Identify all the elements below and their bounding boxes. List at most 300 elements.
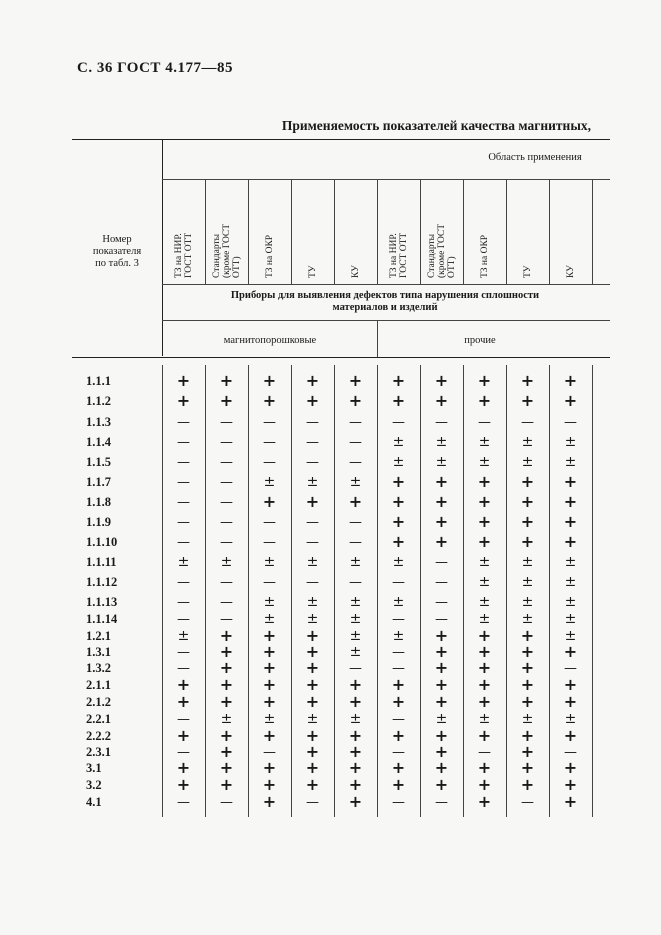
table-cell: —: [306, 795, 319, 810]
row-number: 1.3.2: [86, 661, 111, 675]
table-cell: +: [391, 472, 406, 491]
column-header: Стандарты (кроме ГОСТ ОТТ): [426, 223, 457, 278]
row-number: 1.1.8: [86, 495, 111, 509]
table-cell: +: [262, 726, 277, 745]
body-column-divider: [205, 365, 206, 817]
row-number: 1.1.10: [86, 535, 118, 549]
table-cell: +: [176, 692, 191, 711]
table-cell: —: [220, 575, 233, 590]
table-cell: —: [220, 475, 233, 490]
table-cell: +: [434, 726, 449, 745]
table-cell: ±: [435, 434, 448, 450]
table-cell: +: [434, 692, 449, 711]
body-column-divider: [506, 365, 507, 817]
table-cell: —: [263, 535, 276, 550]
table-cell: —: [263, 435, 276, 450]
table-cell: —: [263, 455, 276, 470]
table-cell: +: [391, 532, 406, 551]
table-cell: +: [434, 758, 449, 777]
table-cell: +: [348, 492, 363, 511]
table-cell: +: [262, 792, 277, 811]
table-cell: +: [305, 371, 320, 390]
table-cell: ±: [564, 434, 577, 450]
table-cell: +: [219, 742, 234, 761]
table-cell: ±: [349, 644, 362, 660]
table-cell: +: [434, 775, 449, 794]
table-cell: ±: [478, 711, 491, 727]
table-cell: —: [349, 575, 362, 590]
table-cell: +: [563, 532, 578, 551]
table-cell: +: [305, 775, 320, 794]
table-cell: —: [263, 575, 276, 590]
table-cell: —: [564, 745, 577, 760]
row-number: 1.1.2: [86, 394, 111, 408]
header-bottom-rule: [72, 357, 610, 358]
table-cell: +: [477, 472, 492, 491]
table-cell: +: [348, 775, 363, 794]
table-cell: —: [263, 515, 276, 530]
table-cell: —: [220, 415, 233, 430]
table-cell: —: [177, 645, 190, 660]
table-cell: ±: [349, 628, 362, 644]
table-cell: +: [563, 512, 578, 531]
table-cell: ±: [349, 711, 362, 727]
table-cell: +: [391, 692, 406, 711]
table-cell: +: [563, 472, 578, 491]
row-number: 1.2.1: [86, 629, 111, 643]
table-cell: —: [177, 745, 190, 760]
table-cell: +: [348, 675, 363, 694]
table-cell: —: [220, 495, 233, 510]
table-cell: +: [477, 658, 492, 677]
table-cell: —: [392, 575, 405, 590]
table-cell: —: [263, 745, 276, 760]
table-cell: —: [435, 795, 448, 810]
body-column-divider: [162, 365, 163, 817]
column-header: КУ: [350, 265, 361, 278]
table-cell: +: [563, 758, 578, 777]
column-header: Стандарты (кроме ГОСТ ОТТ): [211, 223, 242, 278]
column-divider: [592, 179, 593, 284]
table-cell: ±: [564, 454, 577, 470]
table-cell: +: [305, 642, 320, 661]
table-cell: +: [176, 391, 191, 410]
table-cell: —: [220, 595, 233, 610]
table-cell: ±: [263, 594, 276, 610]
table-cell: —: [177, 455, 190, 470]
table-cell: +: [434, 675, 449, 694]
row-number: 2.1.2: [86, 695, 111, 709]
table-cell: ±: [177, 554, 190, 570]
table-cell: +: [477, 792, 492, 811]
table-cell: ±: [521, 594, 534, 610]
table-cell: +: [176, 726, 191, 745]
table-cell: +: [520, 642, 535, 661]
table-cell: ±: [521, 554, 534, 570]
table-cell: ±: [220, 554, 233, 570]
table-cell: +: [305, 692, 320, 711]
table-cell: +: [305, 658, 320, 677]
table-cell: +: [219, 626, 234, 645]
table-cell: +: [391, 726, 406, 745]
table-cell: —: [177, 595, 190, 610]
column-header: ТЗ на ОКР: [479, 234, 490, 278]
body-column-divider: [463, 365, 464, 817]
table-cell: +: [219, 658, 234, 677]
table-cell: +: [434, 512, 449, 531]
table-cell: ±: [306, 594, 319, 610]
table-cell: +: [176, 758, 191, 777]
column-divider: [549, 179, 550, 284]
row-number: 2.2.1: [86, 712, 111, 726]
table-cell: —: [392, 745, 405, 760]
table-cell: +: [477, 626, 492, 645]
row-number: 1.1.9: [86, 515, 111, 529]
table-cell: +: [262, 658, 277, 677]
table-cell: +: [219, 391, 234, 410]
table-cell: +: [305, 726, 320, 745]
table-cell: —: [177, 661, 190, 676]
row-number: 1.3.1: [86, 645, 111, 659]
table-cell: —: [177, 795, 190, 810]
table-cell: +: [434, 472, 449, 491]
column-divider: [248, 179, 249, 284]
table-cell: —: [521, 415, 534, 430]
table-cell: ±: [349, 554, 362, 570]
row-number: 4.1: [86, 795, 102, 809]
table-cell: +: [520, 742, 535, 761]
table-cell: +: [477, 391, 492, 410]
table-cell: +: [391, 775, 406, 794]
area-rule: [162, 179, 610, 180]
table-cell: +: [520, 371, 535, 390]
table-cell: +: [348, 371, 363, 390]
table-cell: ±: [349, 474, 362, 490]
table-cell: ±: [564, 611, 577, 627]
table-cell: +: [305, 742, 320, 761]
table-cell: —: [177, 435, 190, 450]
area-label: Область применения: [488, 152, 582, 163]
table-cell: +: [477, 532, 492, 551]
table-cell: ±: [392, 454, 405, 470]
body-column-divider: [334, 365, 335, 817]
table-cell: +: [434, 532, 449, 551]
table-cell: ±: [220, 711, 233, 727]
header-divider: [162, 139, 163, 356]
table-cell: +: [477, 675, 492, 694]
table-cell: +: [563, 391, 578, 410]
body-column-divider: [377, 365, 378, 817]
table-cell: ±: [349, 594, 362, 610]
table-cell: —: [349, 515, 362, 530]
table-cell: +: [434, 371, 449, 390]
table-cell: ±: [478, 554, 491, 570]
row-number: 3.1: [86, 761, 102, 775]
table-cell: —: [220, 455, 233, 470]
table-cell: +: [305, 492, 320, 511]
table-cell: —: [349, 661, 362, 676]
table-cell: +: [477, 371, 492, 390]
table-cell: +: [520, 675, 535, 694]
table-cell: +: [520, 775, 535, 794]
table-cell: —: [306, 575, 319, 590]
row-number: 1.1.11: [86, 555, 117, 569]
table-cell: +: [477, 692, 492, 711]
table-cell: +: [563, 642, 578, 661]
row-number: 3.2: [86, 778, 102, 792]
row-number: 1.1.14: [86, 612, 118, 626]
row-number: 1.1.7: [86, 475, 111, 489]
table-cell: +: [477, 726, 492, 745]
table-cell: —: [435, 555, 448, 570]
group-rule: [162, 320, 610, 321]
table-cell: +: [219, 775, 234, 794]
table-cell: —: [306, 415, 319, 430]
table-cell: —: [177, 535, 190, 550]
table-cell: +: [563, 792, 578, 811]
table-cell: —: [435, 575, 448, 590]
table-cell: +: [262, 758, 277, 777]
table-cell: +: [348, 726, 363, 745]
table-cell: —: [392, 795, 405, 810]
table-cell: ±: [392, 434, 405, 450]
table-cell: ±: [435, 711, 448, 727]
table-cell: —: [306, 535, 319, 550]
table-cell: +: [305, 758, 320, 777]
table-cell: +: [520, 492, 535, 511]
table-cell: +: [520, 532, 535, 551]
table-cell: —: [392, 712, 405, 727]
table-cell: —: [435, 415, 448, 430]
table-cell: +: [348, 758, 363, 777]
column-divider: [291, 179, 292, 284]
table-cell: +: [262, 675, 277, 694]
device-group-label: Приборы для выявления дефектов типа нарушения сплошности материалов и изделий: [230, 290, 540, 313]
table-cell: —: [435, 595, 448, 610]
table-cell: +: [262, 692, 277, 711]
table-cell: +: [219, 726, 234, 745]
table-cell: ±: [349, 611, 362, 627]
table-cell: —: [349, 415, 362, 430]
table-cell: —: [564, 661, 577, 676]
table-cell: —: [177, 515, 190, 530]
table-cell: ±: [521, 454, 534, 470]
table-cell: —: [220, 795, 233, 810]
row-number: 2.2.2: [86, 729, 111, 743]
row-number: 2.3.1: [86, 745, 111, 759]
table-cell: —: [392, 661, 405, 676]
column-divider: [205, 179, 206, 284]
column-header: ТЗ на ОКР: [264, 234, 275, 278]
table-cell: +: [477, 512, 492, 531]
table-cell: ±: [306, 554, 319, 570]
body-column-divider: [592, 365, 593, 817]
table-cell: +: [434, 742, 449, 761]
table-cell: —: [564, 415, 577, 430]
body-column-divider: [248, 365, 249, 817]
table-cell: —: [349, 455, 362, 470]
body-column-divider: [291, 365, 292, 817]
table-cell: +: [477, 642, 492, 661]
table-cell: +: [219, 642, 234, 661]
table-cell: +: [563, 692, 578, 711]
table-cell: +: [305, 675, 320, 694]
table-cell: +: [434, 626, 449, 645]
table-cell: ±: [478, 434, 491, 450]
column-divider: [420, 179, 421, 284]
table-cell: —: [349, 535, 362, 550]
table-cell: ±: [478, 594, 491, 610]
table-cell: +: [520, 391, 535, 410]
table-cell: +: [219, 675, 234, 694]
table-cell: ±: [306, 711, 319, 727]
table-cell: —: [220, 515, 233, 530]
table-cell: —: [177, 712, 190, 727]
table-cell: ±: [564, 574, 577, 590]
column-divider: [463, 179, 464, 284]
row-number: 1.1.13: [86, 595, 118, 609]
table-cell: —: [177, 612, 190, 627]
columns-rule: [162, 284, 610, 285]
table-cell: +: [348, 692, 363, 711]
table-cell: —: [177, 495, 190, 510]
column-header: ТУ: [522, 265, 533, 278]
table-cell: —: [392, 612, 405, 627]
column-divider: [506, 179, 507, 284]
table-cell: +: [477, 492, 492, 511]
subgroup-divider: [377, 320, 378, 357]
page-header: С. 36 ГОСТ 4.177—85: [77, 60, 233, 76]
table-cell: +: [262, 371, 277, 390]
table-cell: +: [391, 371, 406, 390]
row-number: 1.1.12: [86, 575, 118, 589]
table-cell: ±: [177, 628, 190, 644]
table-cell: +: [262, 391, 277, 410]
table-cell: +: [348, 391, 363, 410]
subgroup-magnetic: магнитопорошковые: [223, 335, 317, 346]
table-cell: +: [219, 692, 234, 711]
table-cell: +: [305, 626, 320, 645]
table-cell: —: [306, 435, 319, 450]
table-cell: +: [563, 726, 578, 745]
row-number: 1.1.5: [86, 455, 111, 469]
body-column-divider: [420, 365, 421, 817]
table-cell: ±: [564, 711, 577, 727]
table-cell: +: [520, 512, 535, 531]
table-cell: ±: [478, 454, 491, 470]
table-cell: —: [349, 435, 362, 450]
table-cell: +: [262, 492, 277, 511]
table-cell: ±: [263, 554, 276, 570]
table-caption: Применяемость показателей качества магнитных,: [281, 118, 591, 133]
column-header: ТЗ на НИР. ГОСТ ОТТ: [388, 232, 409, 278]
table-cell: ±: [306, 611, 319, 627]
table-cell: ±: [263, 611, 276, 627]
table-cell: —: [220, 535, 233, 550]
table-cell: +: [520, 658, 535, 677]
table-cell: +: [219, 758, 234, 777]
table-cell: +: [477, 758, 492, 777]
table-cell: +: [434, 642, 449, 661]
table-cell: —: [478, 415, 491, 430]
table-cell: +: [262, 775, 277, 794]
table-cell: +: [477, 775, 492, 794]
table-cell: —: [177, 475, 190, 490]
table-cell: +: [176, 675, 191, 694]
row-number: 2.1.1: [86, 678, 111, 692]
table-cell: —: [177, 415, 190, 430]
table-cell: —: [306, 515, 319, 530]
column-divider: [334, 179, 335, 284]
column-header: КУ: [565, 265, 576, 278]
table-cell: —: [392, 415, 405, 430]
table-cell: +: [219, 371, 234, 390]
table-cell: +: [305, 391, 320, 410]
table-cell: +: [348, 792, 363, 811]
column-header: ТЗ на НИР. ГОСТ ОТТ: [173, 232, 194, 278]
table-cell: +: [391, 492, 406, 511]
table-cell: ±: [435, 454, 448, 470]
table-cell: +: [520, 692, 535, 711]
table-cell: +: [262, 642, 277, 661]
table-cell: +: [563, 775, 578, 794]
table-cell: ±: [521, 711, 534, 727]
body-column-divider: [549, 365, 550, 817]
table-cell: ±: [263, 711, 276, 727]
table-cell: +: [563, 675, 578, 694]
table-cell: ±: [306, 474, 319, 490]
table-cell: ±: [564, 594, 577, 610]
table-cell: +: [563, 371, 578, 390]
table-cell: —: [478, 745, 491, 760]
table-cell: +: [520, 626, 535, 645]
table-cell: —: [306, 455, 319, 470]
table-cell: +: [176, 371, 191, 390]
table-cell: +: [391, 391, 406, 410]
table-cell: —: [435, 612, 448, 627]
table-cell: ±: [521, 434, 534, 450]
table-cell: ±: [392, 554, 405, 570]
table-cell: —: [177, 575, 190, 590]
table-cell: ±: [392, 628, 405, 644]
table-cell: +: [176, 775, 191, 794]
row-number: 1.1.1: [86, 374, 111, 388]
row-number: 1.1.3: [86, 415, 111, 429]
row-header-label: Номер показателя по табл. 3: [92, 234, 142, 269]
table-cell: ±: [564, 554, 577, 570]
table-cell: +: [348, 742, 363, 761]
table-cell: +: [563, 492, 578, 511]
table-cell: +: [391, 758, 406, 777]
table-cell: +: [391, 675, 406, 694]
table-top-rule: [72, 139, 610, 140]
table-cell: —: [263, 415, 276, 430]
table-cell: ±: [392, 594, 405, 610]
table-cell: +: [391, 512, 406, 531]
table-cell: +: [520, 726, 535, 745]
table-cell: —: [521, 795, 534, 810]
table-cell: ±: [478, 611, 491, 627]
table-cell: +: [520, 472, 535, 491]
column-header: ТУ: [307, 265, 318, 278]
table-cell: ±: [521, 611, 534, 627]
table-cell: +: [520, 758, 535, 777]
table-cell: ±: [263, 474, 276, 490]
table-cell: —: [220, 435, 233, 450]
table-cell: —: [392, 645, 405, 660]
table-cell: ±: [478, 574, 491, 590]
table-cell: +: [434, 492, 449, 511]
